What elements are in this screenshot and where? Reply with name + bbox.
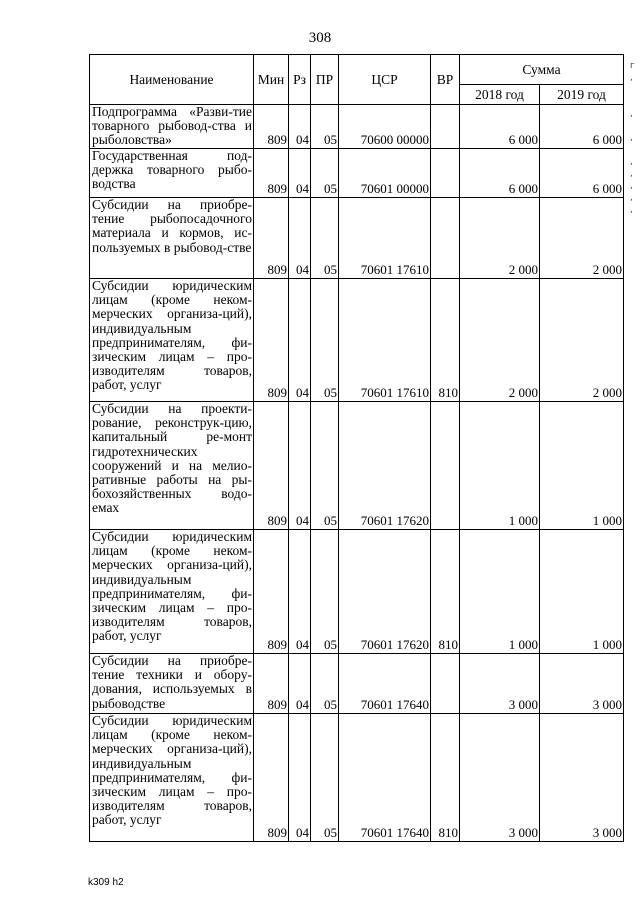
row-csr: 70601 17620 <box>339 530 431 654</box>
row-rz: 04 <box>289 530 311 654</box>
row-min: 809 <box>254 402 289 530</box>
row-vr: 810 <box>431 279 460 402</box>
row-amount-2018: 3 000 <box>460 714 540 842</box>
row-rz: 04 <box>289 198 311 279</box>
row-amount-2019: 3 000 <box>540 714 624 842</box>
row-vr: 810 <box>431 714 460 842</box>
row-name: Субсидии юридическим лицам (кроме неком-мерческих организа-ций), индивидуальным предпринимателям, фи-зическим лицам – про-изводителям товаров, работ, услуг <box>90 279 254 402</box>
row-amount-2018: 6 000 <box>460 105 540 149</box>
header-vr: ВР <box>431 55 460 105</box>
row-vr <box>431 149 460 198</box>
row-amount-2019: 1 000 <box>540 402 624 530</box>
table-row <box>90 714 624 842</box>
row-vr: 810 <box>431 530 460 654</box>
footer-code: k309 h2 <box>88 877 124 888</box>
row-pr: 05 <box>311 530 339 654</box>
row-min: 809 <box>254 198 289 279</box>
row-amount-2018: 3 000 <box>460 654 540 714</box>
row-name: Субсидии на приобре-тение рыбопосадочного материала и кормов, ис-пользуемых в рыбовод-стве <box>90 198 254 279</box>
row-name: Субсидии юридическим лицам (кроме неком-мерческих организа-ций), индивидуальным предпринимателям, фи-зическим лицам – про-изводителям товаров, работ, услуг <box>90 714 254 842</box>
margin-marks: г , , , , , , , , <box>630 61 635 215</box>
row-csr: 70601 17640 <box>339 714 431 842</box>
row-csr: 70600 00000 <box>339 105 431 149</box>
row-pr: 05 <box>311 402 339 530</box>
header-name: Наименование <box>90 55 254 105</box>
row-min: 809 <box>254 149 289 198</box>
row-amount-2018: 2 000 <box>460 198 540 279</box>
row-rz: 04 <box>289 654 311 714</box>
row-rz: 04 <box>289 402 311 530</box>
row-name: Субсидии на приобре-тение техники и обору-дования, используемых в рыбоводстве <box>90 654 254 714</box>
row-pr: 05 <box>311 198 339 279</box>
table-row <box>90 198 624 279</box>
row-csr: 70601 00000 <box>339 149 431 198</box>
row-amount-2019: 6 000 <box>540 105 624 149</box>
row-rz: 04 <box>289 149 311 198</box>
row-amount-2018: 6 000 <box>460 149 540 198</box>
row-name: Субсидии на проекти-рование, реконструк-цию, капитальный ре-монт гидротехнических сооружений и на мелио-ративные работы на ры-бохозяйственных водо-емах <box>90 402 254 530</box>
table-row <box>90 279 624 402</box>
row-pr: 05 <box>311 654 339 714</box>
table-row <box>90 149 624 198</box>
table-row <box>90 105 624 149</box>
row-amount-2019: 2 000 <box>540 198 624 279</box>
table-row <box>90 402 624 530</box>
row-csr: 70601 17640 <box>339 654 431 714</box>
row-rz: 04 <box>289 105 311 149</box>
row-amount-2018: 1 000 <box>460 530 540 654</box>
row-amount-2018: 1 000 <box>460 402 540 530</box>
row-vr <box>431 654 460 714</box>
row-pr: 05 <box>311 105 339 149</box>
row-min: 809 <box>254 105 289 149</box>
row-name: Субсидии юридическим лицам (кроме неком-мерческих организа-ций), индивидуальным предпринимателям, фи-зическим лицам – про-изводителям товаров, работ, услуг <box>90 530 254 654</box>
row-rz: 04 <box>289 714 311 842</box>
header-sum: Сумма <box>460 55 624 85</box>
header-year-2018: 2018 год <box>460 85 540 105</box>
page-number: 308 <box>308 30 332 46</box>
table-body <box>90 105 624 842</box>
budget-table <box>89 54 624 842</box>
row-pr: 05 <box>311 149 339 198</box>
row-amount-2019: 1 000 <box>540 530 624 654</box>
header-pr: ПР <box>311 55 339 105</box>
row-min: 809 <box>254 714 289 842</box>
row-vr <box>431 198 460 279</box>
row-name: Подпрограмма «Разви-тие товарного рыбовод-ства и рыболовства» <box>90 105 254 149</box>
row-amount-2018: 2 000 <box>460 279 540 402</box>
row-rz: 04 <box>289 279 311 402</box>
header-rz: Рз <box>289 55 311 105</box>
header-year-2019: 2019 год <box>540 85 624 105</box>
row-min: 809 <box>254 530 289 654</box>
row-csr: 70601 17620 <box>339 402 431 530</box>
row-min: 809 <box>254 654 289 714</box>
row-amount-2019: 3 000 <box>540 654 624 714</box>
header-min: Мин <box>254 55 289 105</box>
row-name: Государственная под-держка товарного рыбо-водства <box>90 149 254 198</box>
row-vr <box>431 105 460 149</box>
row-csr: 70601 17610 <box>339 198 431 279</box>
row-amount-2019: 2 000 <box>540 279 624 402</box>
table-row <box>90 654 624 714</box>
row-pr: 05 <box>311 279 339 402</box>
row-csr: 70601 17610 <box>339 279 431 402</box>
header-csr: ЦСР <box>339 55 431 105</box>
row-vr <box>431 402 460 530</box>
row-pr: 05 <box>311 714 339 842</box>
row-min: 809 <box>254 279 289 402</box>
table-row <box>90 530 624 654</box>
row-amount-2019: 6 000 <box>540 149 624 198</box>
